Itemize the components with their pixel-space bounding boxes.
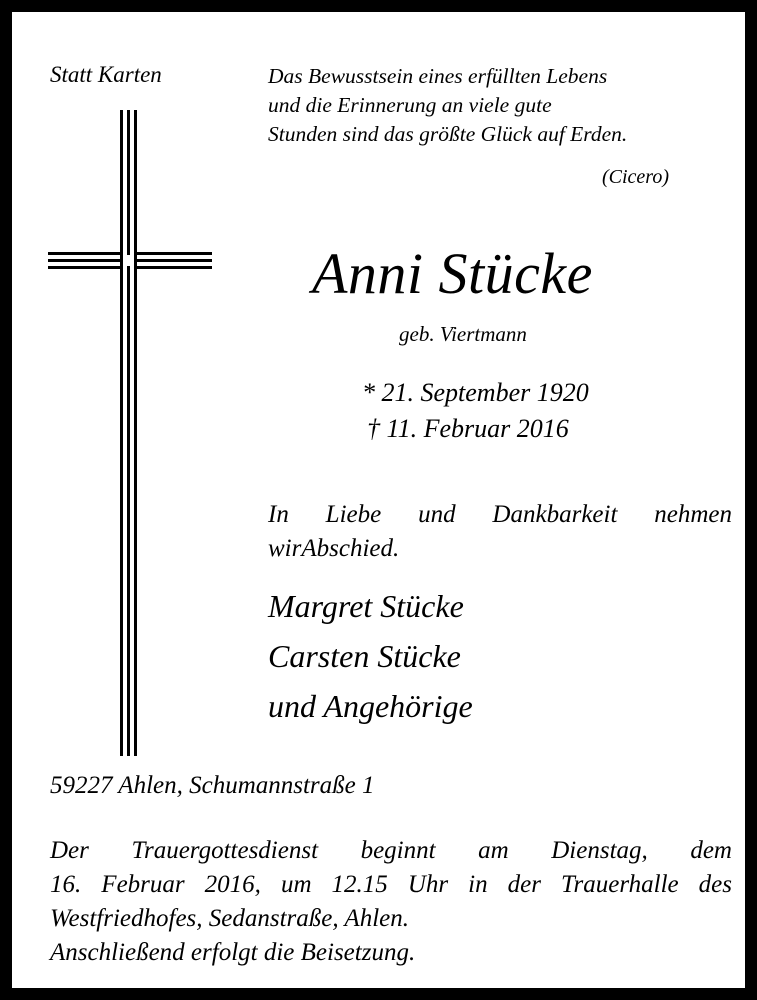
death-date: † 11. Februar 2016: [367, 414, 569, 443]
cross-icon: [48, 110, 212, 756]
quote-line: Stunden sind das größte Glück auf Erden.: [268, 122, 628, 146]
birth-date: * 21. September 1920: [362, 378, 589, 407]
service-line: 16. Februar 2016, um 12.15 Uhr in der Trauerhalle des: [50, 871, 732, 898]
quote-text: [268, 62, 627, 149]
service-line: Anschließend erfolgt die Beisetzung.: [50, 939, 416, 966]
mourner-name: Margret Stücke: [268, 588, 464, 624]
statt-karten-label: Statt Karten: [50, 62, 162, 87]
farewell-text: In Liebe und Dankbarkeit nehmen wirAbschied.: [268, 501, 732, 562]
family-address: 59227 Ahlen, Schumannstraße 1: [50, 772, 375, 799]
quote-line: und die Erinnerung an viele gute: [268, 93, 552, 117]
quote-line: Das Bewusstsein eines erfüllten Lebens: [268, 64, 608, 88]
mourner-relatives: und Angehörige: [268, 688, 473, 724]
deceased-name: Anni Stücke: [312, 241, 593, 306]
service-line: Der Trauergottesdienst beginnt am Dienstag, dem: [50, 837, 732, 864]
service-line: Westfriedhofes, Sedanstraße, Ahlen.: [50, 905, 409, 932]
maiden-name: geb. Viertmann: [399, 322, 527, 346]
mourner-name: Carsten Stücke: [268, 638, 461, 674]
quote-author: (Cicero): [602, 166, 670, 188]
funeral-service-info: [50, 834, 732, 970]
